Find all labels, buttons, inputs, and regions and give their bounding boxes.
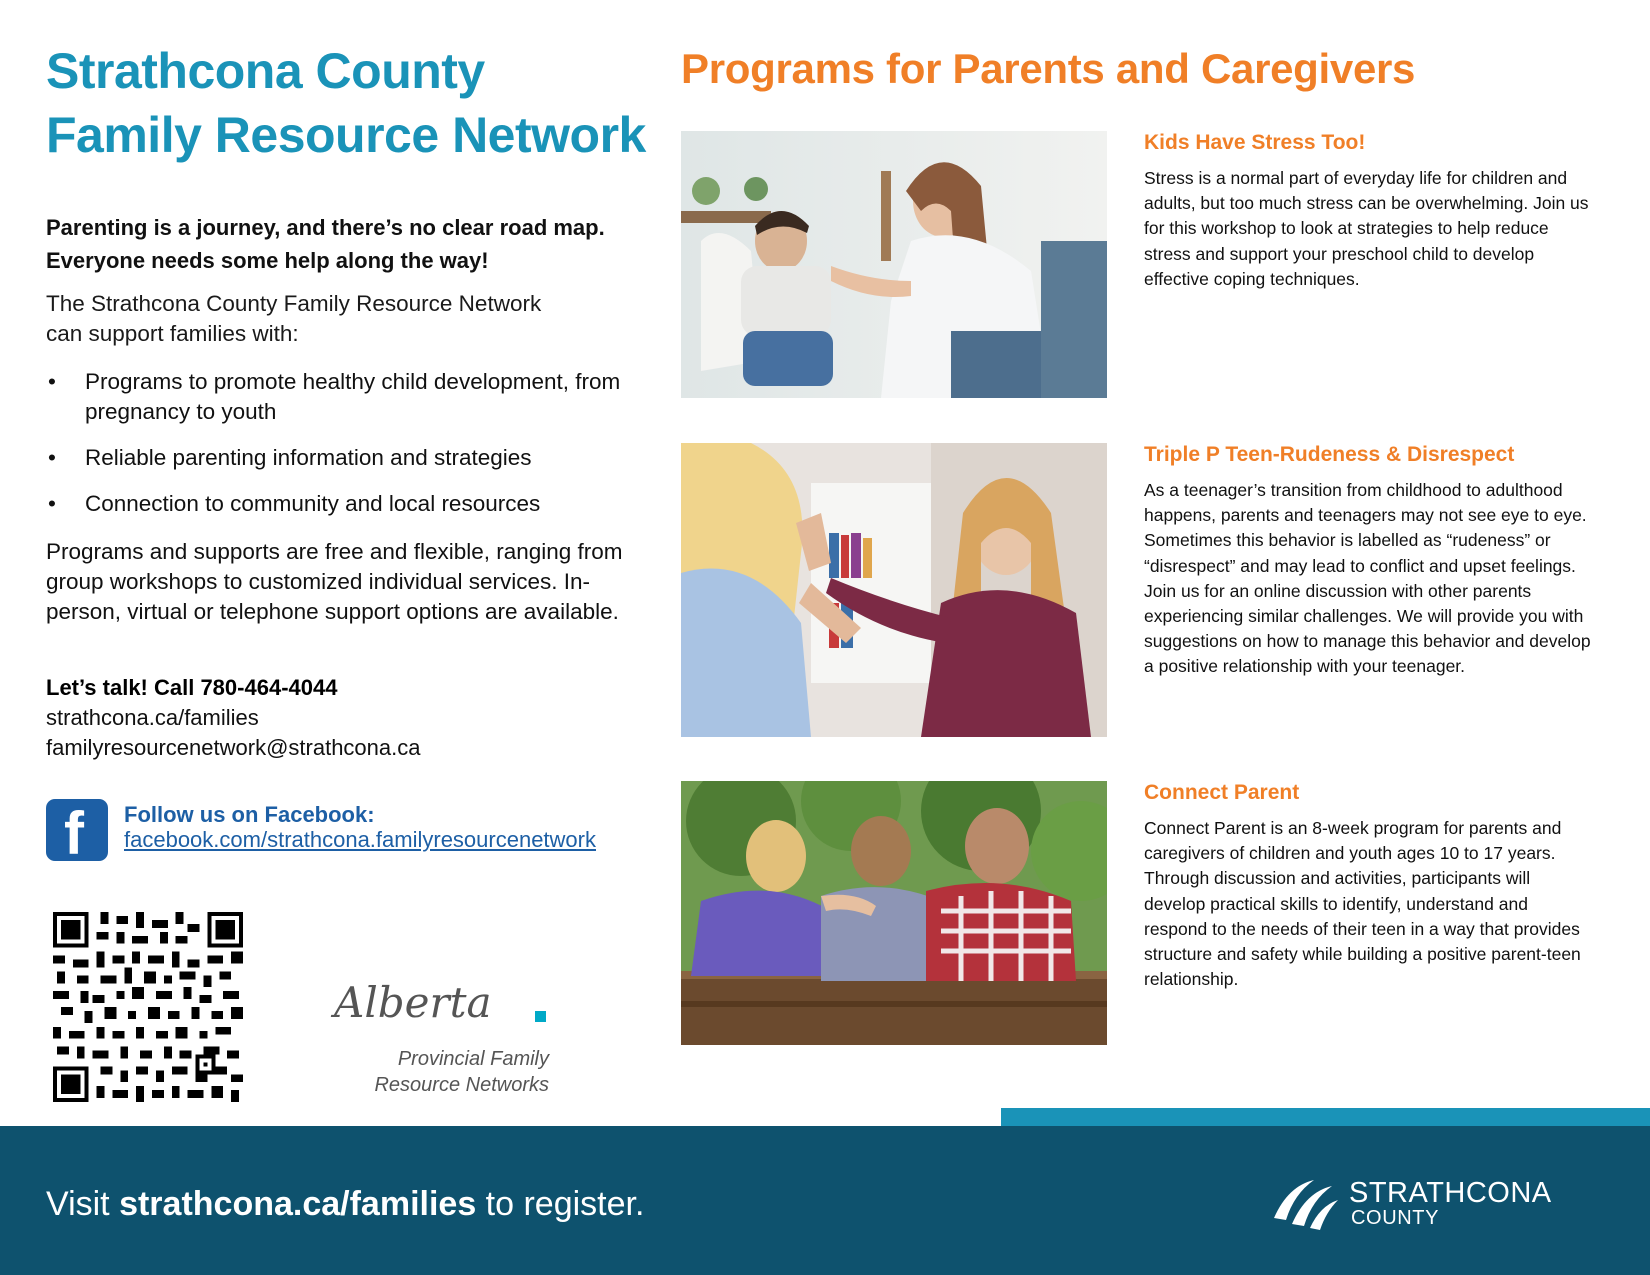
title-line-1: Strathcona County [46, 43, 485, 99]
contact-email-link[interactable]: familyresourcenetwork@strathcona.ca [46, 735, 421, 760]
intro-bold-line-1: Parenting is a journey, and there’s no clear road map. [46, 215, 605, 240]
contact-website-link[interactable]: strathcona.ca/families [46, 705, 259, 730]
intro-line-1: The Strathcona County Family Resource Network [46, 291, 542, 316]
strathcona-logo-name: STRATHCONA [1349, 1177, 1552, 1209]
program-body: As a teenager’s transition from childhood to adulthood happens, parents and teenagers may not see eye to eye. Sometimes this behavior is labelled as “rudeness” or “disrespect” and may lead to conflict and upset feelings. Join us for an online discussion with other parents experiencing similar challenges. We will provide you with suggestions on how to manage this behavior and develop a positive relationship with your teenager. [1144, 480, 1591, 677]
photo-mother-teen [681, 443, 1107, 737]
bullet-icon: • [48, 445, 56, 470]
qr-code [52, 912, 244, 1102]
main-title: Programs for Parents and Caregivers [681, 45, 1416, 92]
facebook-follow-label: Follow us on Facebook: [124, 802, 375, 827]
strathcona-logo-county: COUNTY [1351, 1207, 1440, 1229]
alberta-sub-line-1: Provincial Family [397, 1048, 549, 1070]
contact-phone[interactable]: Let’s talk! Call 780-464-4044 [46, 675, 338, 700]
alberta-logo [330, 975, 560, 1035]
svg-text:Alberta: Alberta [334, 978, 492, 1027]
title-line-2: Family Resource Network [46, 107, 646, 163]
program-body: Stress is a normal part of everyday life for children and adults, but too much stress can be overwhelming. Join us for this workshop to look at strategies to help reduce stress and support your preschool child to develop effective coping techniques. [1144, 168, 1589, 289]
footer-accent-bar [1001, 1108, 1650, 1126]
program-title: Kids Have Stress Too! [1144, 131, 1366, 154]
list-item: • Connection to community and local resources [46, 489, 646, 519]
list-item: • Reliable parenting information and strategies [46, 443, 646, 473]
facebook-link[interactable]: facebook.com/strathcona.familyresourcenetwork [124, 827, 596, 852]
photo-family-bench [681, 781, 1107, 1045]
programs-paragraph: Programs and supports are free and flexible, ranging from group workshops to customized individual services. In-person, virtual or telephone support options are available. [46, 539, 623, 624]
intro-text [46, 289, 606, 349]
list-item: • Programs to promote healthy child development, from pregnancy to youth [48, 369, 621, 424]
facebook-icon[interactable]: f [46, 799, 108, 861]
program-body: Connect Parent is an 8-week program for parents and caregivers of children and youth ages 10 to 17 years. Through discussion and activities, participants will develop practical skills to identify, understand and respond to the needs of their teen in a way that provides structure and safety while building a positive parent-teen relationship. [1144, 818, 1581, 990]
support-list [46, 367, 646, 535]
alberta-sub-line-2: Resource Networks [374, 1074, 549, 1096]
program-title: Connect Parent [1144, 781, 1300, 804]
program-title: Triple P Teen-Rudeness & Disrespect [1144, 443, 1515, 466]
bullet-icon: • [48, 491, 56, 516]
intro-line-2: can support families with: [46, 321, 299, 346]
intro-bold-line-2: Everyone needs some help along the way! [46, 248, 489, 273]
footer-register-text: Visit strathcona.ca/families to register. [46, 1185, 645, 1223]
strathcona-county-logo [1270, 1174, 1342, 1230]
bullet-icon: • [48, 369, 56, 394]
footer-register-link[interactable]: strathcona.ca/families [119, 1185, 477, 1223]
intro-bold [46, 211, 666, 277]
photo-mother-child [681, 131, 1107, 398]
